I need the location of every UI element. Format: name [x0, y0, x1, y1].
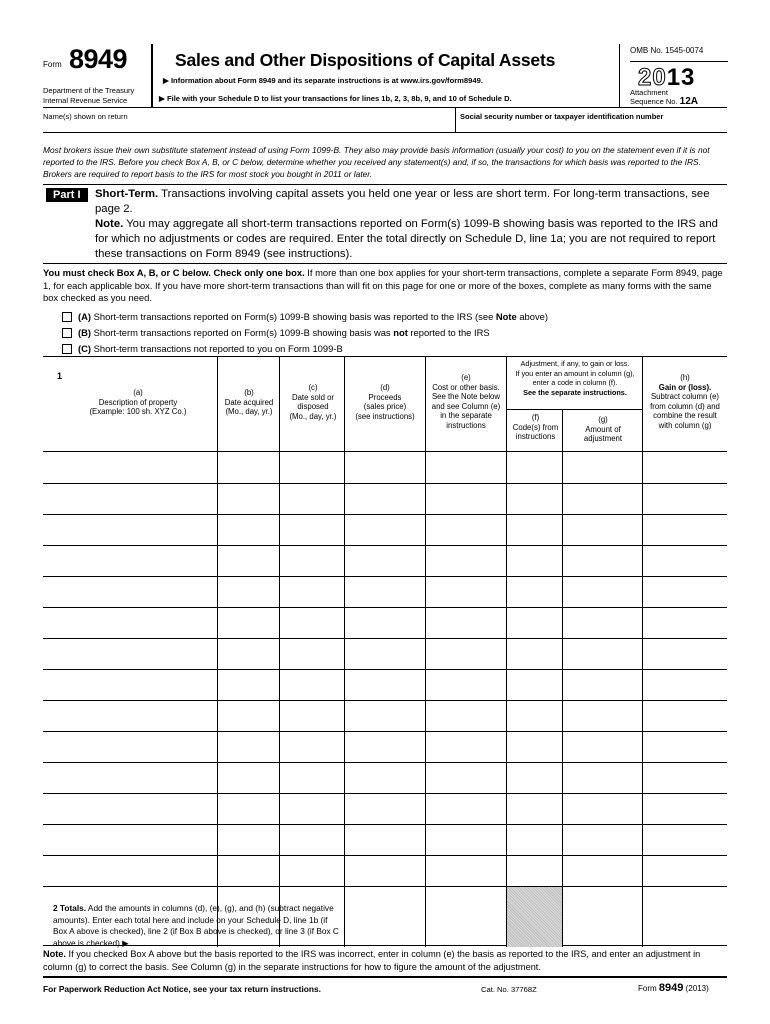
omb-block: [619, 44, 727, 108]
title-block: [155, 44, 615, 108]
box-c-checkbox[interactable]: [62, 344, 72, 354]
box-a-row[interactable]: [62, 309, 548, 325]
must-check-paragraph: [43, 263, 727, 305]
row-line: [43, 545, 727, 546]
box-c-row[interactable]: [62, 341, 548, 357]
row-line: [43, 731, 727, 732]
part-1-text: [95, 187, 725, 262]
form-id-block: [43, 44, 153, 108]
box-c-text: Short-term transactions not reported to you on Form 1099-B: [93, 343, 343, 354]
year-bold: 13: [666, 64, 696, 91]
must-check-bold: You must check Box A, B, or C below. Check only one box.: [43, 267, 305, 278]
service-name: Internal Revenue Service: [43, 96, 128, 105]
col-divider: [344, 357, 345, 947]
row-line: [43, 855, 727, 856]
row-line: [43, 762, 727, 763]
omb-number: OMB No. 1545-0074: [630, 46, 728, 62]
name-field[interactable]: Name(s) shown on return: [43, 112, 128, 121]
part-1-header: [43, 184, 727, 260]
attachment-sequence: [630, 88, 698, 106]
col-divider: [279, 357, 280, 947]
col-c-header: (c) Date sold or disposed (Mo., day, yr.): [289, 383, 337, 421]
row-line: [43, 514, 727, 515]
sequence-label: Sequence No.: [630, 97, 678, 106]
col-divider: [562, 409, 563, 947]
form-label: Form: [43, 60, 62, 69]
adjustment-header: Adjustment, if any, to gain or loss. If you enter an amount in column (g), enter a code in column (f). See the separate instructions.: [515, 359, 635, 397]
totals-shaded-cell: [507, 887, 562, 947]
form-header: [43, 44, 727, 108]
col-b-header: (b) Date acquired (Mo., day, yr.): [224, 388, 274, 416]
row-line: [43, 886, 727, 887]
box-c-label: (C): [78, 343, 92, 354]
line-1-number: 1: [57, 371, 63, 381]
box-b-checkbox[interactable]: [62, 328, 72, 338]
adjustment-divider: [506, 409, 642, 410]
row-line: [43, 638, 727, 639]
transactions-table: [43, 356, 727, 946]
col-divider: [217, 357, 218, 947]
totals-text: Add the amounts in columns (d), (e), (g), and (h) (subtract negative amounts). Enter each total here and include on your Schedule D, line 1b (if Box A above is checked), line 2 (if Box B above is checked), or line 3 (if Box C above is checked) ▶: [53, 903, 339, 948]
part-tag: Part I: [46, 188, 88, 202]
row-line: [43, 576, 727, 577]
name-ssn-row: [43, 108, 727, 133]
ssn-field[interactable]: Social security number or taxpayer identification number: [455, 108, 667, 133]
col-a-header: (a) Description of property (Example: 100 sh. XYZ Co.): [89, 388, 187, 416]
info-line-1: ▶ Information about Form 8949 and its separate instructions is at www.irs.gov/form8949.: [163, 76, 483, 85]
catalog-number: Cat. No. 37768Z: [481, 985, 537, 994]
col-g-header: (g) Amount of adjustment: [583, 415, 623, 443]
box-b-row[interactable]: [62, 325, 548, 341]
row-line: [43, 451, 727, 452]
col-divider: [425, 357, 426, 947]
row-line: [43, 824, 727, 825]
col-d-header: (d) Proceeds (sales price) (see instructions): [355, 383, 415, 421]
box-b-text: Short-term transactions reported on Form(s) 1099-B showing basis was not reported to the IRS: [93, 327, 490, 338]
box-a-text: Short-term transactions reported on Form(s) 1099-B showing basis was reported to the IRS (see Note above): [93, 311, 549, 322]
col-divider: [642, 357, 643, 947]
col-f-header: (f) Code(s) from instructions: [512, 413, 559, 441]
attachment-label: Attachment: [630, 88, 668, 97]
department: [43, 86, 134, 106]
box-b-label: (B): [78, 327, 92, 338]
box-a-label: (A): [78, 311, 92, 322]
paperwork-notice: For Paperwork Reduction Act Notice, see your tax return instructions.: [43, 984, 321, 994]
row-line: [43, 793, 727, 794]
bottom-note-text: If you checked Box A above but the basis reported to the IRS was incorrect, enter in column (e) the basis as reported to the IRS, and enter an adjustment in column (g) to correct the basis. See Column (g) in the separate instructions for how to figure the amount of the adjustment.: [43, 949, 701, 972]
form-footer: [43, 976, 727, 998]
col-h-header: (h) Gain or (loss). Subtract column (e) from column (d) and combine the result with column (g): [650, 373, 720, 430]
form-number: 8949: [69, 44, 128, 74]
footer-form-id: Form 8949 (2013): [638, 982, 709, 994]
totals-label: 2 Totals.: [53, 903, 87, 913]
info-line-2: ▶ File with your Schedule D to list your transactions for lines 1b, 2, 3, 8b, 9, and 10 of Schedule D.: [159, 94, 512, 103]
year-outline: 20: [638, 64, 667, 91]
row-line: [43, 607, 727, 608]
department-name: Department of the Treasury: [43, 86, 135, 95]
sequence-number: 12A: [679, 96, 698, 107]
bottom-note-label: Note.: [43, 949, 66, 959]
col-divider: [506, 357, 507, 947]
part-description: Transactions involving capital assets you held one year or less are short term. For long-term transactions, see page 2.: [95, 188, 710, 215]
box-a-checkbox[interactable]: [62, 312, 72, 322]
row-line: [43, 669, 727, 670]
part-note-text: You may aggregate all short-term transactions reported on Form(s) 1099-B showing basis was reported to the IRS and for which no adjustments or codes are required. Enter the total directly on Schedule D, line 1a; you are not required to report these transactions on Form 8949 (see instructions).: [95, 218, 718, 260]
form-title: Sales and Other Dispositions of Capital Assets: [175, 50, 556, 70]
part-note-label: Note.: [95, 218, 124, 230]
row-line: [43, 483, 727, 484]
checkbox-group: [62, 309, 548, 357]
bottom-note: [43, 948, 727, 973]
totals-line: [53, 903, 343, 949]
brokers-paragraph: Most brokers issue their own substitute statement instead of using Form 1099-B. They also may provide basis information (usually your cost) to you on the statement even if it is not reported to the IRS. Before you check Box A, B, or C below, determine whether you received any statement(s) and, if so, the transactions for which basis was reported to the IRS. Brokers are required to report basis to the IRS for most stock you bought in 2011 or later.: [43, 145, 710, 179]
row-line: [43, 700, 727, 701]
must-check-text: If more than one box applies for your short-term transactions, complete a separate Form 8949, page 1, for each applicable box. If you have more short-term transactions than will fit on this page for one or more of the boxes, complete as many forms with the same box checked as you need.: [43, 267, 723, 303]
part-heading: Short-Term.: [95, 188, 159, 200]
col-e-header: (e) Cost or other basis. See the Note below and see Column (e) in the separate instructions: [431, 373, 501, 430]
